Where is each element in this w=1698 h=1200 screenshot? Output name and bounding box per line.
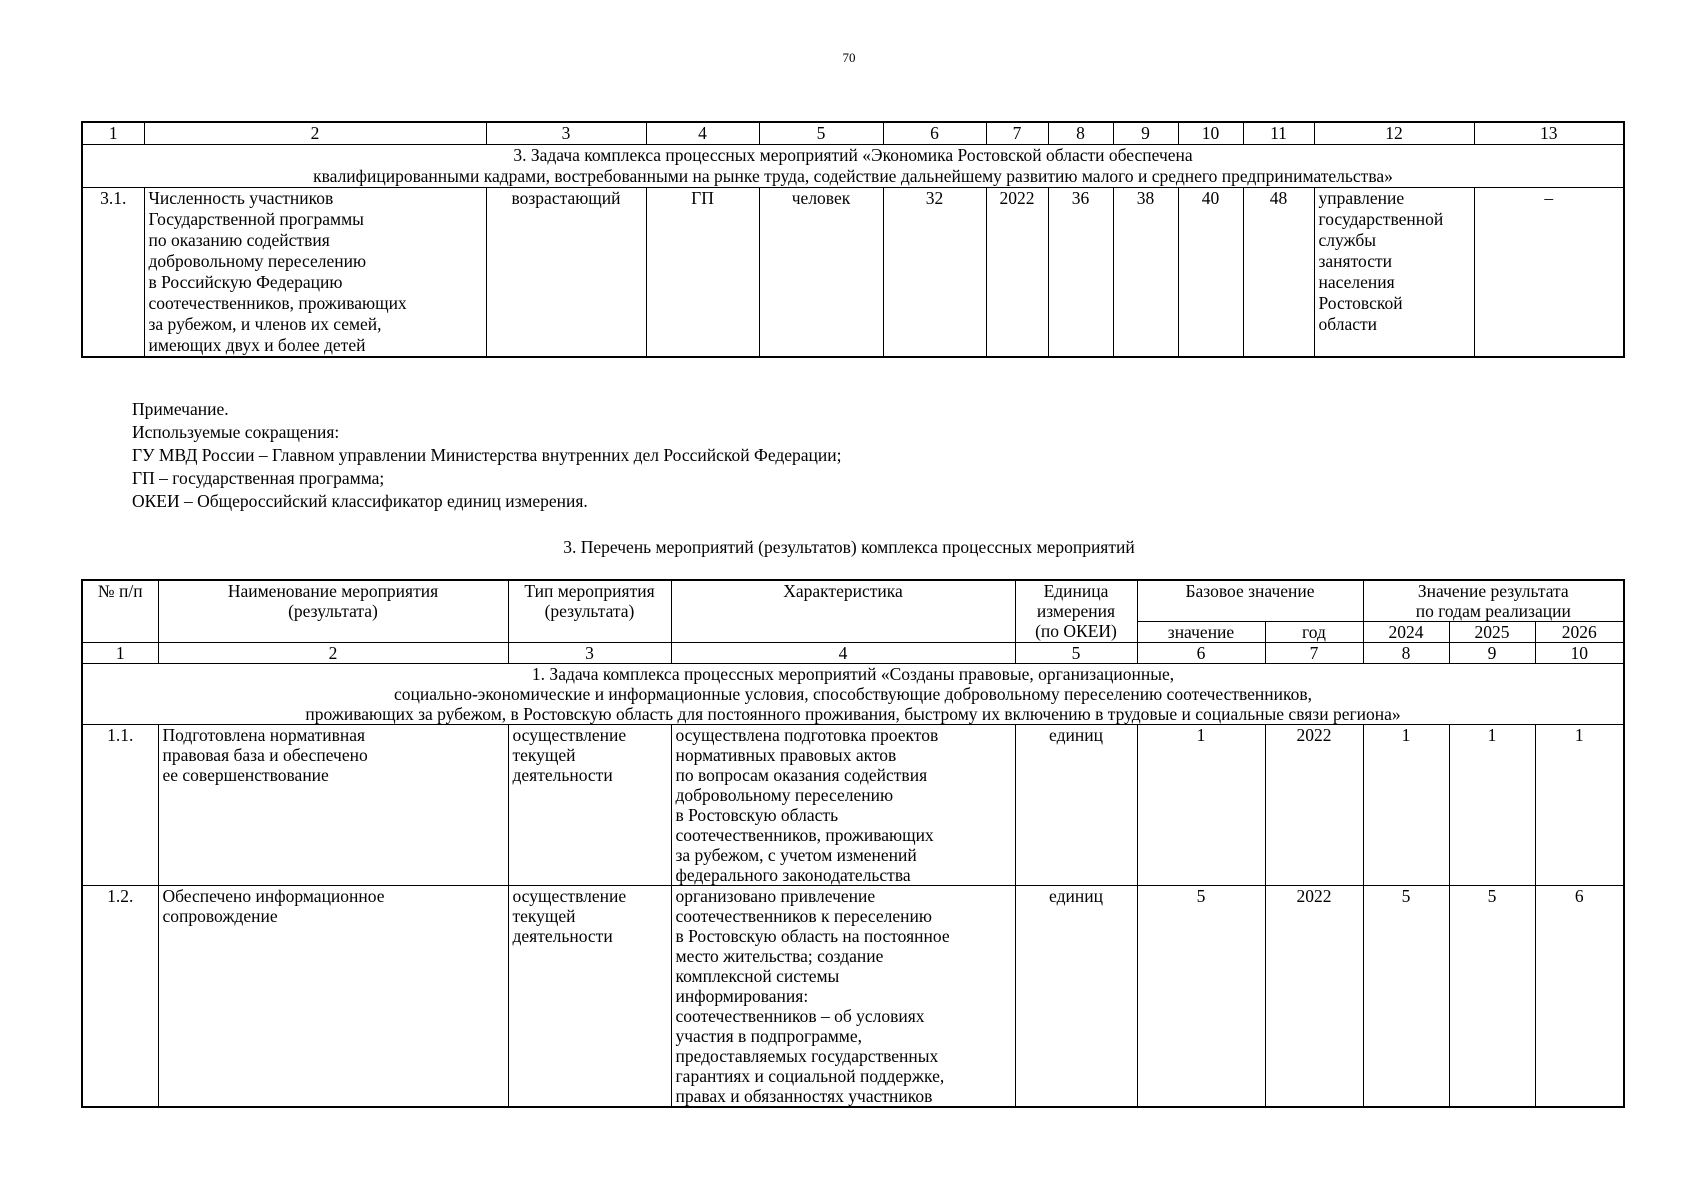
row-number: 3.1. bbox=[82, 188, 144, 358]
section-heading: 3. Перечень мероприятий (результатов) комплекса процессных мероприятий bbox=[563, 537, 1135, 557]
value-cell: 1 bbox=[1363, 725, 1449, 886]
unit: единиц bbox=[1015, 725, 1137, 886]
value-cell: 38 bbox=[1113, 188, 1178, 358]
column-number-row bbox=[82, 643, 1624, 664]
activity-characteristic: организовано привлечение соотечественников к переселению в Ростовскую область на постоянное место жительства; создание комплексной системы информирования: соотечественников – об условиях участия в подпрограмме, предоставляемых государственных гарантиях и социальной поддержке, правах и обязанностях участников bbox=[671, 886, 1015, 1108]
header-result: Значение результата по годам реализации bbox=[1363, 580, 1624, 622]
unit: единиц bbox=[1015, 886, 1137, 1108]
unit: человек bbox=[759, 188, 883, 358]
activity-name: Подготовлена нормативная правовая база и обеспечено ее совершенствование bbox=[158, 725, 508, 886]
table-row bbox=[82, 725, 1624, 886]
header-year: 2025 bbox=[1449, 622, 1535, 643]
direction: возрастающий bbox=[486, 188, 646, 358]
base-year: 2022 bbox=[1265, 886, 1363, 1108]
header-base: Базовое значение bbox=[1137, 580, 1363, 622]
header-base-year: год bbox=[1265, 622, 1363, 643]
header-name: Наименование мероприятия (результата) bbox=[158, 580, 508, 643]
col-number: 8 bbox=[1048, 122, 1113, 145]
header-base-value: значение bbox=[1137, 622, 1265, 643]
col-number: 5 bbox=[1015, 643, 1137, 664]
section-title: 3. Задача комплекса процессных мероприятий «Экономика Ростовской области обеспечена квалифицированными кадрами, востребованными на рынке труда, содействие дальнейшему развитию малого и среднего предпринимательства» bbox=[82, 145, 1624, 188]
col-number: 5 bbox=[759, 122, 883, 145]
row-number: 1.2. bbox=[82, 886, 158, 1108]
header-num: № п/п bbox=[82, 580, 158, 643]
indicator-name: Численность участников Государственной программы по оказанию содействия добровольному переселению в Российскую Федерацию соотечественников, проживающих за рубежом, и членов их семей, имеющих двух и более детей bbox=[144, 188, 486, 358]
info-system: – bbox=[1474, 188, 1624, 358]
header-row bbox=[82, 580, 1624, 622]
section-title: 1. Задача комплекса процессных мероприятий «Созданы правовые, организационные, социально-экономические и информационные условия, способствующие добровольному переселению соотечественников, проживающих за рубежом, в Ростовскую область для постоянного проживания, быстрому их включению в трудовые и социальные связи региона» bbox=[82, 664, 1624, 725]
activity-type: осуществление текущей деятельности bbox=[508, 725, 671, 886]
value-cell: 36 bbox=[1048, 188, 1113, 358]
value-cell: 6 bbox=[1535, 886, 1624, 1108]
activity-name: Обеспечено информационное сопровождение bbox=[158, 886, 508, 1108]
activities-table bbox=[81, 579, 1625, 1108]
table-row bbox=[82, 188, 1624, 358]
row-number: 1.1. bbox=[82, 725, 158, 886]
value-cell: 5 bbox=[1449, 886, 1535, 1108]
notes-block bbox=[132, 398, 842, 513]
note-item: ГУ МВД России – Главном управлении Министерства внутренних дел Российской Федерации; bbox=[132, 445, 842, 465]
col-number: 4 bbox=[671, 643, 1015, 664]
page-number: 70 bbox=[842, 50, 856, 65]
note-item: ГП – государственная программа; bbox=[132, 468, 385, 488]
value-cell: 1 bbox=[1449, 725, 1535, 886]
base-year: 2022 bbox=[1265, 725, 1363, 886]
col-number: 6 bbox=[883, 122, 986, 145]
col-number: 8 bbox=[1363, 643, 1449, 664]
notes-subtitle: Используемые сокращения: bbox=[132, 422, 340, 442]
base-value: 32 bbox=[883, 188, 986, 358]
col-number: 2 bbox=[158, 643, 508, 664]
col-number: 2 bbox=[144, 122, 486, 145]
col-number: 3 bbox=[508, 643, 671, 664]
col-number: 10 bbox=[1178, 122, 1243, 145]
col-number: 6 bbox=[1137, 643, 1265, 664]
indicators-table bbox=[81, 121, 1625, 358]
col-number: 9 bbox=[1449, 643, 1535, 664]
value-cell: 48 bbox=[1243, 188, 1314, 358]
table-row bbox=[82, 886, 1624, 1108]
header-type: Тип мероприятия (результата) bbox=[508, 580, 671, 643]
header-year: 2024 bbox=[1363, 622, 1449, 643]
col-number: 9 bbox=[1113, 122, 1178, 145]
col-number: 11 bbox=[1243, 122, 1314, 145]
header-characteristic: Характеристика bbox=[671, 580, 1015, 643]
level: ГП bbox=[646, 188, 759, 358]
responsible: управление государственной службы занятости населения Ростовской области bbox=[1314, 188, 1474, 358]
value-cell: 5 bbox=[1363, 886, 1449, 1108]
value-cell: 1 bbox=[1535, 725, 1624, 886]
col-number: 12 bbox=[1314, 122, 1474, 145]
header-year: 2026 bbox=[1535, 622, 1624, 643]
base-value: 5 bbox=[1137, 886, 1265, 1108]
col-number: 7 bbox=[1265, 643, 1363, 664]
column-number-row bbox=[82, 122, 1624, 145]
col-number: 10 bbox=[1535, 643, 1624, 664]
col-number: 7 bbox=[986, 122, 1048, 145]
base-year: 2022 bbox=[986, 188, 1048, 358]
base-value: 1 bbox=[1137, 725, 1265, 886]
notes-title: Примечание. bbox=[132, 399, 229, 419]
header-unit: Единица измерения (по ОКЕИ) bbox=[1015, 580, 1137, 643]
activity-characteristic: осуществлена подготовка проектов нормативных правовых актов по вопросам оказания содействия добровольному переселению в Ростовскую область соотечественников, проживающих за рубежом, с учетом изменений федерального законодательства bbox=[671, 725, 1015, 886]
col-number: 1 bbox=[82, 122, 144, 145]
col-number: 4 bbox=[646, 122, 759, 145]
note-item: ОКЕИ – Общероссийский классификатор единиц измерения. bbox=[132, 491, 588, 511]
col-number: 3 bbox=[486, 122, 646, 145]
activity-type: осуществление текущей деятельности bbox=[508, 886, 671, 1108]
col-number: 1 bbox=[82, 643, 158, 664]
value-cell: 40 bbox=[1178, 188, 1243, 358]
col-number: 13 bbox=[1474, 122, 1624, 145]
